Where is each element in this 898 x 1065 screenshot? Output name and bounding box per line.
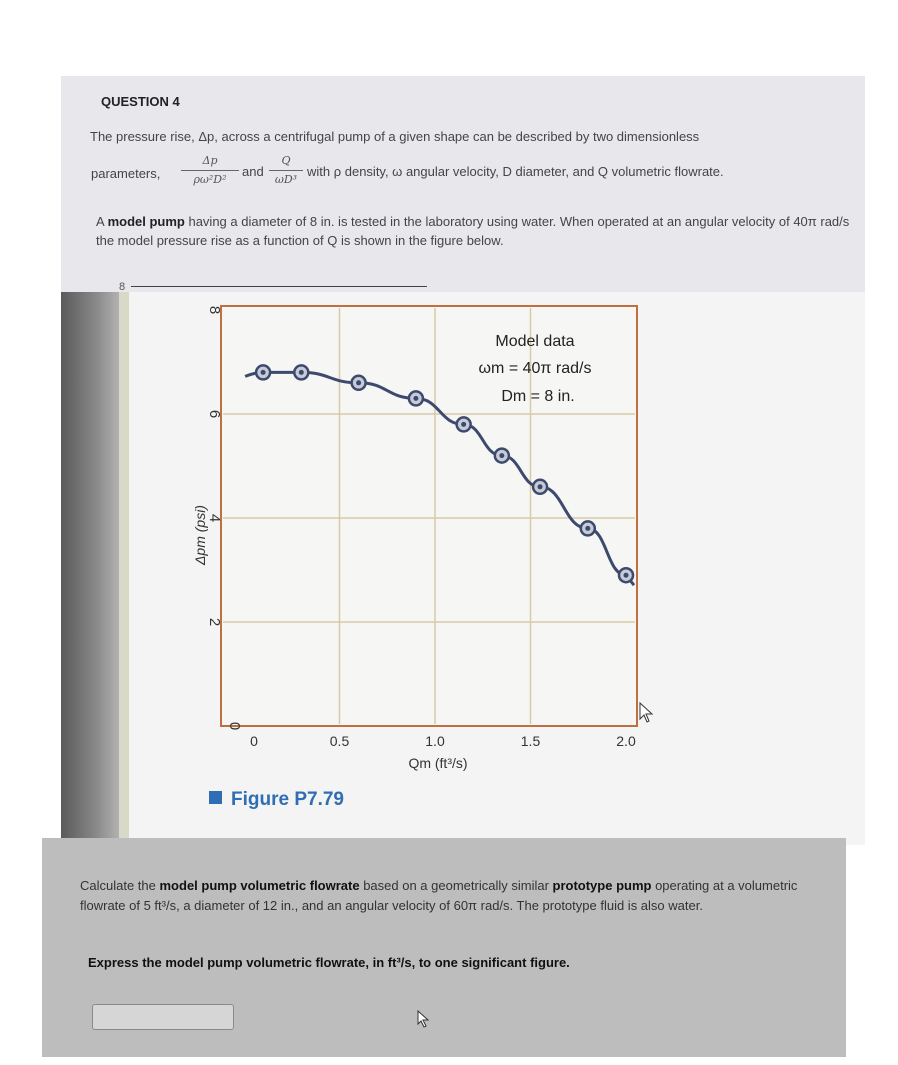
x-tick-label: 2.0: [616, 733, 636, 749]
legend-omega: ωm = 40π rad/s: [478, 360, 592, 377]
frac2-denominator: ωD³: [274, 173, 298, 186]
x-tick-label: 0: [250, 733, 258, 749]
parameters-description: with ρ density, ω angular velocity, D diameter, and Q volumetric flowrate.: [307, 164, 724, 179]
data-point-center: [624, 573, 629, 578]
model-pump-bold: model pump: [107, 214, 185, 229]
x-axis-label: Qm (ft³/s): [408, 755, 468, 771]
data-point-center: [299, 370, 304, 375]
y-axis-label: Δpm (psi): [192, 505, 208, 565]
question-intro: The pressure rise, Δp, across a centrifugal pump of a given shape can be described by two dimensionless: [90, 129, 700, 144]
express-instruction: Express the model pump volumetric flowrate, in ft³/s, to one significant figure.: [88, 955, 570, 970]
bold-prototype-pump: prototype pump: [552, 878, 652, 893]
y-tick-label: 0: [226, 721, 243, 731]
data-point-center: [261, 370, 266, 375]
frac2-numerator: Q: [281, 154, 291, 167]
y-tick-label: 2: [206, 617, 223, 627]
data-point-center: [461, 422, 466, 427]
data-point-center: [499, 453, 504, 458]
and-label: and: [242, 164, 264, 179]
data-point-center: [413, 396, 418, 401]
parameters-label: parameters,: [91, 166, 161, 181]
data-point-center: [585, 526, 590, 531]
caption-square-icon: [209, 791, 222, 804]
y-tick-label: 8: [206, 305, 223, 315]
frac1-denominator: ρω²D²: [193, 173, 227, 186]
task-panel: [42, 838, 846, 1057]
legend-title: Model data: [495, 333, 575, 350]
calculate-paragraph: Calculate the model pump volumetric flowrate based on a geometrically similar prototype pump operating at a volumetric flowrate of 5 ft³/s, a diameter of 12 in., and an angular velocity of 60π rad/s. The prototype fluid is also water.: [80, 878, 798, 913]
figure-caption: Figure P7.79: [231, 789, 344, 810]
stray-tick-label: 8: [119, 281, 126, 293]
model-pump-paragraph: A model pump having a diameter of 8 in. is tested in the laboratory using water. When operated at an angular velocity of 40π rad/s the model pressure rise as a function of Q is shown in the figure below.: [96, 214, 850, 248]
frac1-numerator: Δp: [202, 154, 218, 167]
answer-input[interactable]: [92, 1004, 234, 1030]
x-tick-label: 1.0: [425, 733, 445, 749]
x-tick-label: 0.5: [329, 733, 350, 749]
legend-diameter: Dm = 8 in.: [501, 388, 575, 405]
y-tick-label: 6: [206, 409, 223, 419]
question-title: QUESTION 4: [101, 94, 180, 109]
data-point-center: [538, 484, 543, 489]
bold-model-flowrate: model pump volumetric flowrate: [159, 878, 360, 893]
x-tick-label: 1.5: [520, 733, 541, 749]
data-point-center: [356, 380, 361, 385]
y-tick-label: 4: [206, 513, 223, 523]
pointer-cursor-icon: [416, 1010, 430, 1028]
x-tick-labels: [250, 733, 636, 749]
mouse-cursor-icon: [640, 703, 652, 722]
